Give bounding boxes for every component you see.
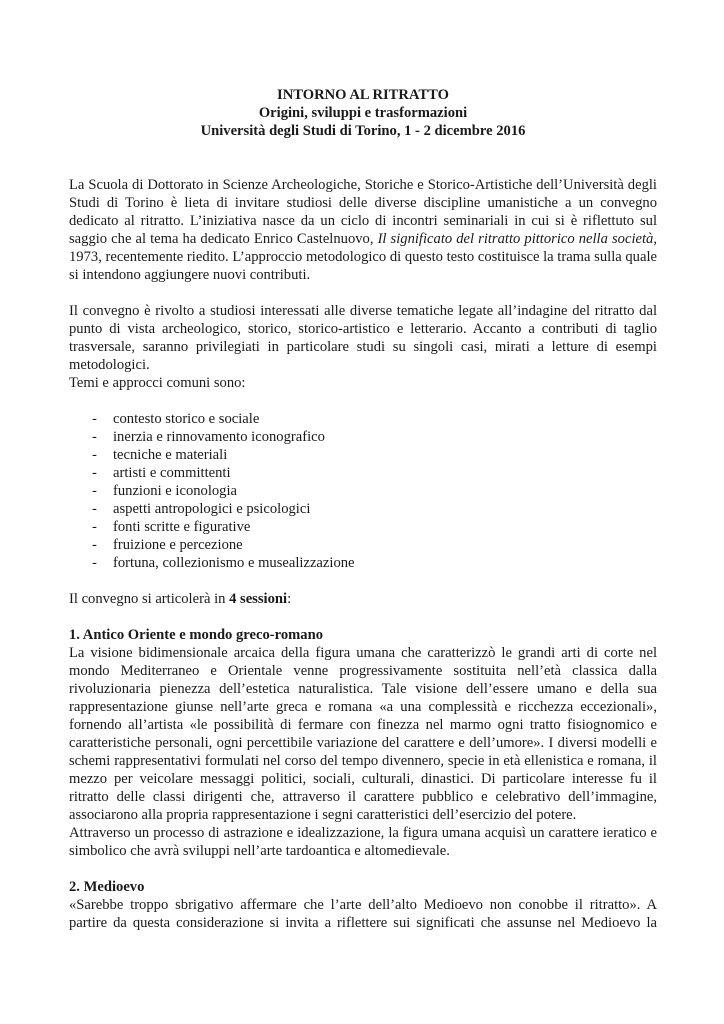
book-title: Il significato del ritratto pittorico nella società: [377, 231, 654, 247]
dash-bullet-icon: -: [92, 501, 97, 517]
conference-venue-date: Università degli Studi di Torino, 1 - 2 dicembre 2016: [200, 123, 526, 139]
topic-item: [69, 446, 657, 464]
topic-item: [69, 428, 657, 446]
sessions-intro-text: Il convegno si articolerà in: [69, 591, 230, 607]
topic-label: funzioni e iconologia: [113, 483, 238, 499]
dash-bullet-icon: -: [92, 429, 97, 445]
topic-label: fruizione e percezione: [113, 537, 243, 553]
dash-bullet-icon: -: [92, 483, 97, 499]
conference-subtitle: Origini, sviluppi e trasformazioni: [258, 105, 468, 121]
topic-item: [69, 410, 657, 428]
session-paragraph: «Sarebbe troppo sbrigativo affermare che l’arte dell’alto Medioevo non conobbe il ritratto». A partire da questa considerazione si invita a riflettere sui significati che assunse nel Medioevo la: [69, 897, 657, 931]
dash-bullet-icon: -: [92, 555, 97, 571]
topics-lead: Temi e approcci comuni sono:: [69, 375, 246, 391]
topic-label: aspetti antropologici e psicologici: [113, 501, 311, 517]
session-paragraph: Attraverso un processo di astrazione e idealizzazione, la figura umana acquisì un carattere ieratico e simbolico che avrà sviluppi nell’arte tardoantica e altomedievale.: [69, 825, 657, 859]
topic-item: [69, 500, 657, 518]
topic-label: tecniche e materiali: [113, 447, 228, 463]
session-1: [69, 626, 657, 860]
topic-item: [69, 554, 657, 572]
topic-item: [69, 482, 657, 500]
conference-title: INTORNO AL RITRATTO: [277, 87, 449, 103]
topic-item: [69, 464, 657, 482]
document-page: [69, 86, 657, 932]
sessions-count: 4 sessioni: [229, 591, 288, 607]
dash-bullet-icon: -: [92, 411, 97, 427]
topic-item: [69, 518, 657, 536]
document-header: [69, 86, 657, 140]
topic-label: contesto storico e sociale: [113, 411, 260, 427]
session-paragraph: La visione bidimensionale arcaica della figura umana che caratterizzò le grandi arti di corte nel mondo Mediterraneo e Orientale venne progressivamente sostituita nell’età classica dalla rivoluzionaria pienezza dell’estetica naturalistica. Tale visione dell’essere umano e della sua rappresentazione giunse nell’arte greca e romana «a una complessità e ricchezza eccezionali», fornendo all’artista «le possibilità di fermare con finezza nel marmo ogni tratto fisiognomico e caratteristiche personali, ogni percettibile variazione del carattere e dell’umore». I diversi modelli e schemi rappresentativi formulati nel corso del tempo divennero, specie in età ellenistica e romana, il mezzo per veicolare messaggi politici, sociali, culturali, dinastici. Di particolare interesse fu il ritratto delle classi dirigenti che, attraverso il carattere pubblico e celebrativo dell’immagine, associarono alla propria rappresentazione i segni caratteristici dell’esercizio del potere.: [69, 645, 657, 823]
dash-bullet-icon: -: [92, 465, 97, 481]
topic-label: inerzia e rinnovamento iconografico: [113, 429, 325, 445]
topic-label: fortuna, collezionismo e musealizzazione: [113, 555, 355, 571]
dash-bullet-icon: -: [92, 519, 97, 535]
intro-text: La Scuola di Dottorato in Scienze Archeologiche, Storiche e Storico-Artistiche dell’Università degli Studi di Torino è lieta di invitare studiosi delle diverse discipline umanistiche a un convegno dedicato al ritratto. L’iniziativa nasce da un ciclo di incontri seminariali in cui si è riflettuto sul saggio che al tema ha dedicato Enrico Castelnuovo,: [69, 177, 657, 247]
sessions-intro: [69, 590, 657, 608]
session-title: 1. Antico Oriente e mondo greco-romano: [69, 627, 324, 643]
session-title: 2. Medioevo: [69, 879, 145, 895]
dash-bullet-icon: -: [92, 537, 97, 553]
dash-bullet-icon: -: [92, 447, 97, 463]
topic-item: [69, 536, 657, 554]
topic-label: fonti scritte e figurative: [113, 519, 251, 535]
audience-paragraph: Il convegno è rivolto a studiosi interessati alle diverse tematiche legate all’indagine del ritratto dal punto di vista archeologico, storico, storico-artistico e letterario. Accanto a contributi di taglio trasversale, saranno privilegiati in particolare studi su singoli casi, mirati a letture di esempi metodologici.: [69, 303, 657, 373]
intro-text-continued: , 1973, recentemente riedito. L’approccio metodologico di questo testo costituisce la trama sulla quale si intendono aggiungere nuovi contributi.: [69, 231, 657, 283]
session-2: [69, 878, 657, 932]
intro-paragraph: [69, 176, 657, 284]
sessions-intro-colon: :: [287, 591, 292, 607]
spacer: [69, 860, 657, 878]
topics-list: [69, 410, 657, 572]
topic-label: artisti e committenti: [113, 465, 231, 481]
